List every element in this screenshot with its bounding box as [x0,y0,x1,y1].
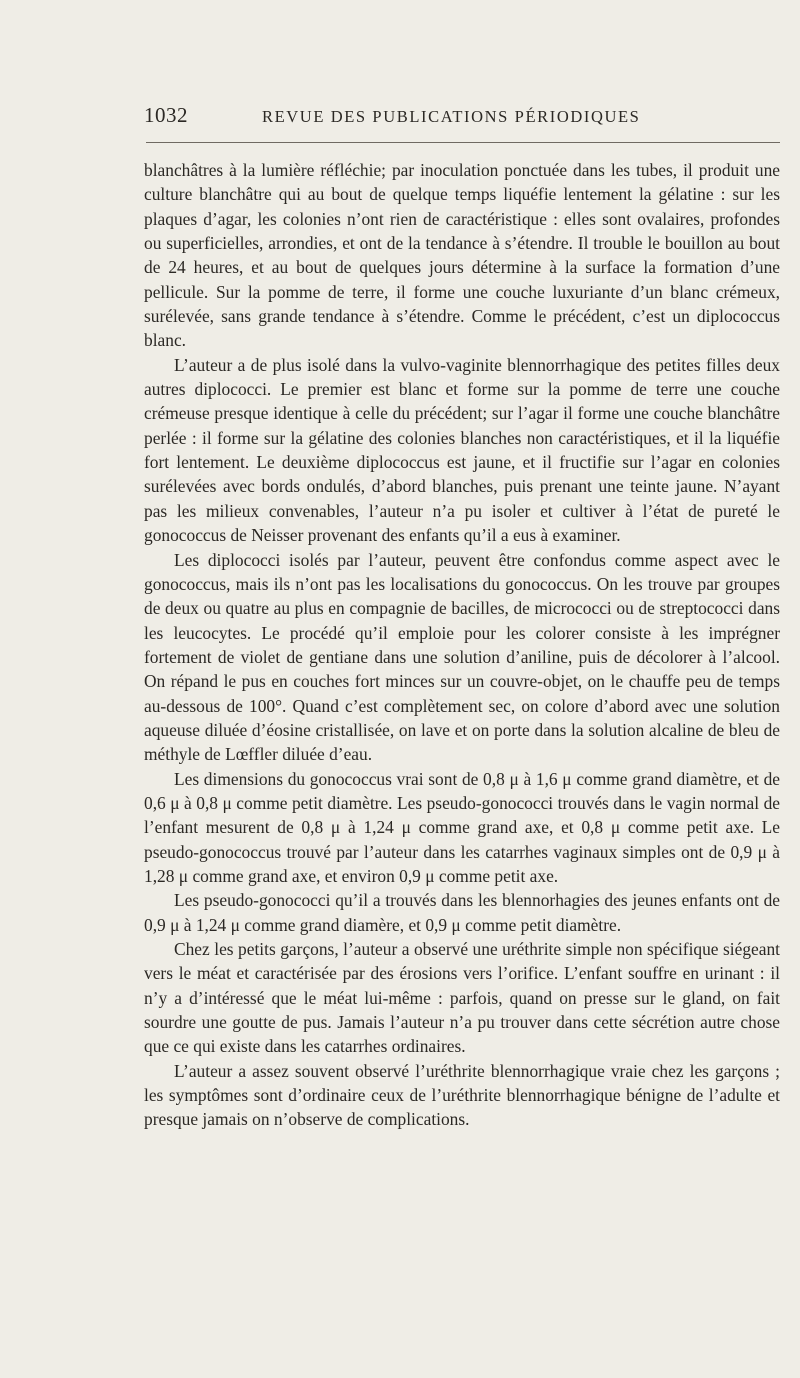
body-text [144,158,780,1132]
paragraph: L’auteur a de plus isolé dans la vulvo-vaginite blennorrhagique des petites filles deux autres diplococci. Le premier est blanc et forme sur la pomme de terre une couche crémeuse presque identique à celle du précédent; sur l’agar il forme une couche blanchâtre perlée : il forme sur la gélatine des colonies blanches non caractéristiques, et il la liquéfie fort lentement. Le deuxième diplococcus est jaune, et il fructifie sur l’agar en colonies surélevées avec bords ondulés, d’abord blanches, puis prenant une teinte jaune. N’ayant pas les milieux convenables, l’auteur n’a pu isoler et cultiver à l’état de pureté le gonococcus de Neisser provenant des enfants qu’il a eus à examiner. [144,354,780,546]
paragraph: Les pseudo-gonococci qu’il a trouvés dans les blennorhagies des jeunes enfants ont de 0,9 μ à 1,24 μ comme grand diamère, et 0,9 μ comme petit diamètre. [144,890,780,935]
paragraph: Les diplococci isolés par l’auteur, peuvent être confondus comme aspect avec le gonococcus, mais ils n’ont pas les localisations du gonococcus. On les trouve par groupes de deux ou quatre au plus en compagnie de bacilles, de micrococci ou de streptococci dans les leucocytes. Le procédé qu’il emploie pour les colorer consiste à les imprégner fortement de violet de gentiane dans une solution d’aniline, puis de décolorer à l’alcool. On répand le pus en couches fort minces sur un couvre-objet, on le chauffe peu de temps au-dessous de 100°. Quand c’est complètement sec, on colore d’abord avec une solution aqueuse diluée d’éosine cristallisée, on lave et on porte dans la solution alcaline de bleu de méthyle de Lœffler diluée d’eau. [144,549,780,765]
page-number: 1032 [144,103,188,127]
paragraph: Les dimensions du gonococcus vrai sont de 0,8 μ à 1,6 μ comme grand diamètre, et de 0,6 μ à 0,8 μ comme petit diamètre. Les pseudo-gonococci trouvés dans le vagin normal de l’enfant mesurent de 0,8 μ à 1,24 μ comme grand axe, et 0,8 μ comme petit axe. Le pseudo-gonococcus trouvé par l’auteur dans les catarrhes vaginaux simples ont de 0,9 μ à 1,28 μ comme grand axe, et environ 0,9 μ comme petit axe. [144,768,780,886]
paragraph: Chez les petits garçons, l’auteur a observé une uréthrite simple non spécifique siégeant vers le méat et caractérisée par des érosions vers l’orifice. L’enfant souffre en urinant : il n’y a d’intéressé que le méat lui-même : parfois, quand on presse sur le gland, on fait sourdre une goutte de pus. Jamais l’auteur n’a pu trouver dans cette sécrétion autre chose que ce qui existe dans les catarrhes ordinaires. [144,939,780,1057]
paragraph: L’auteur a assez souvent observé l’uréthrite blennorrhagique vraie chez les garçons ; les symptômes sont d’ordinaire ceux de l’uréthrite blennorrhagique bénigne de l’adulte et presque jamais on n’observe de complications. [144,1060,780,1130]
header-rule [146,142,780,143]
running-title: REVUE DES PUBLICATIONS PÉRIODIQUES [262,107,641,126]
paragraph: blanchâtres à la lumière réfléchie; par inoculation ponctuée dans les tubes, il produit une culture blanchâtre qui au bout de quelque temps liquéfie lentement la gélatine : sur les plaques d’agar, les colonies n’ont rien de caractéristique : elles sont ovalaires, profondes ou superficielles, arrondies, et ont de la tendance à s’étendre. Il trouble le bouillon au bout de 24 heures, et au bout de quelques jours détermine à la surface la formation d’une pellicule. Sur la pomme de terre, il forme une couche luxuriante d’un blanc crémeux, surélevée, sans grande tendance à s’étendre. Comme le précédent, c’est un diplococcus blanc. [144,160,780,351]
page-header [144,103,780,133]
